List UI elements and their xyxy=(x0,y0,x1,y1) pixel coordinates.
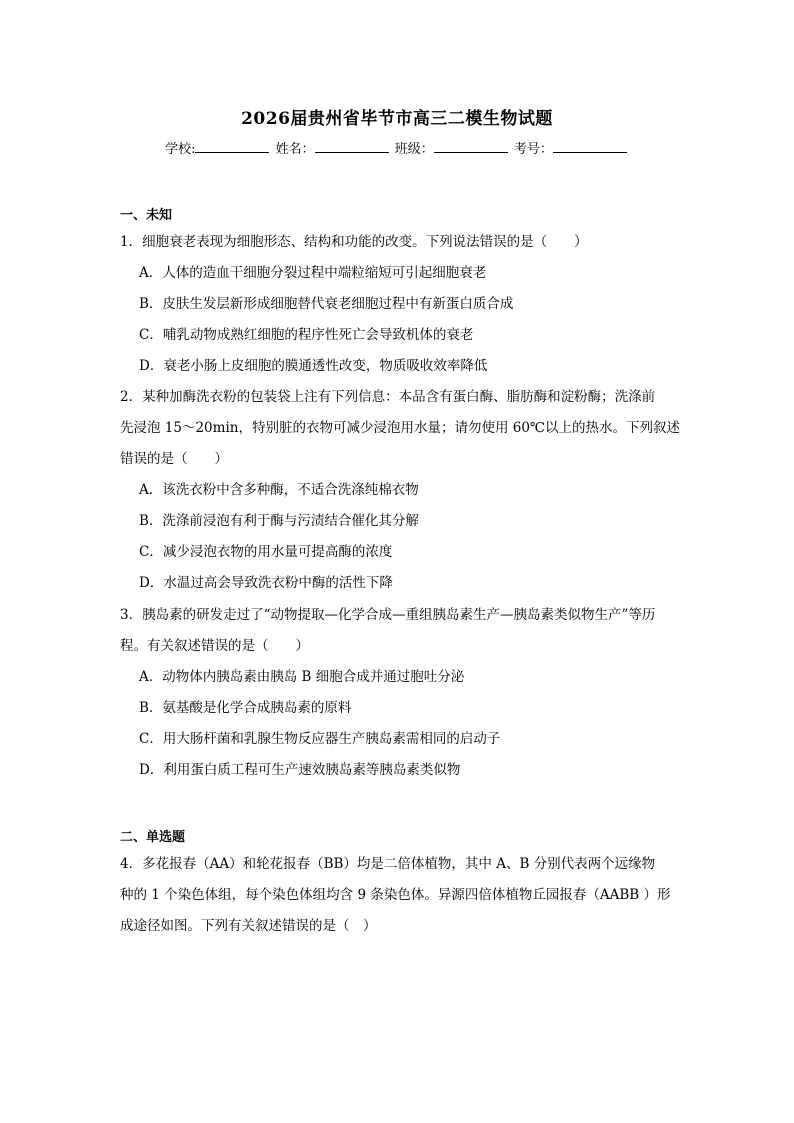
question-3-option-a: A．动物体内胰岛素由胰岛 B 细胞合成并通过胞吐分泌 xyxy=(139,669,465,685)
question-3-option-c: C．用大肠杆菌和乳腺生物反应器生产胰岛素需相同的启动子 xyxy=(139,731,501,747)
class-label: 班级： xyxy=(394,142,434,157)
question-2-option-c: C．减少浸泡衣物的用水量可提高酶的浓度 xyxy=(139,544,393,560)
question-3-option-b: B．氨基酸是化学合成胰岛素的原料 xyxy=(139,700,352,716)
page-title: 2026届贵州省毕节市高三二模生物试题 xyxy=(241,109,553,129)
number-blank[interactable] xyxy=(553,140,627,153)
question-3-stem-line-1: 3．胰岛素的研发走过了“动物提取—化学合成—重组胰岛素生产—胰岛素类似物生产”等历 xyxy=(120,607,656,623)
student-info-line xyxy=(0,138,794,157)
class-blank[interactable] xyxy=(434,140,508,153)
section-heading-unknown: 一、未知 xyxy=(120,208,173,223)
question-2-stem-line-2: 先浸泡 15～20min，特别脏的衣物可减少浸泡用水量；请勿使用 60℃以上的热水。下列叙述 xyxy=(120,420,681,436)
question-1-option-d: D．衰老小肠上皮细胞的膜通透性改变，物质吸收效率降低 xyxy=(139,358,488,374)
question-3-stem-line-2: 程。有关叙述错误的是（ ） xyxy=(120,638,309,654)
question-1-option-c: C．哺乳动物成熟红细胞的程序性死亡会导致机体的衰老 xyxy=(139,327,474,343)
question-2-option-a: A．该洗衣粉中含多种酶，不适合洗涤纯棉衣物 xyxy=(139,482,419,498)
question-1-option-b: B．皮肤生发层新形成细胞替代衰老细胞过程中有新蛋白质合成 xyxy=(139,296,514,312)
question-2-option-d: D．水温过高会导致洗衣粉中酶的活性下降 xyxy=(139,575,393,591)
question-1-option-a: A．人体的造血干细胞分裂过程中端粒缩短可引起细胞衰老 xyxy=(139,265,487,281)
question-2-stem-line-3: 错误的是（ ） xyxy=(120,451,228,467)
name-blank[interactable] xyxy=(315,140,389,153)
name-label: 姓名： xyxy=(275,142,315,157)
question-4-stem-line-1: 4．多花报春（AA）和轮花报春（BB）均是二倍体植物，其中 A、B 分别代表两个远缘物 xyxy=(120,856,656,872)
school-blank[interactable] xyxy=(195,140,269,153)
question-2-option-b: B．洗涤前浸泡有利于酶与污渍结合催化其分解 xyxy=(139,513,419,529)
question-2-stem-line-1: 2．某种加酶洗衣粉的包装袋上注有下列信息：本品含有蛋白酶、脂肪酶和淀粉酶；洗涤前 xyxy=(120,389,656,405)
question-4-stem-line-3: 成途径如图。下列有关叙述错误的是（ ） xyxy=(120,918,377,934)
number-label: 考号： xyxy=(513,142,553,157)
question-3-option-d: D．利用蛋白质工程可生产速效胰岛素等胰岛素类似物 xyxy=(139,762,461,778)
section-heading-single-choice: 二、单选题 xyxy=(120,830,186,845)
school-label: 学校: xyxy=(165,142,196,157)
question-4-stem-line-2: 种的 1 个染色体组，每个染色体组均含 9 条染色体。异源四倍体植物丘园报春（AABB ）形 xyxy=(120,887,671,903)
question-1-stem: 1．细胞衰老表现为细胞形态、结构和功能的改变。下列说法错误的是（ ） xyxy=(120,234,588,250)
